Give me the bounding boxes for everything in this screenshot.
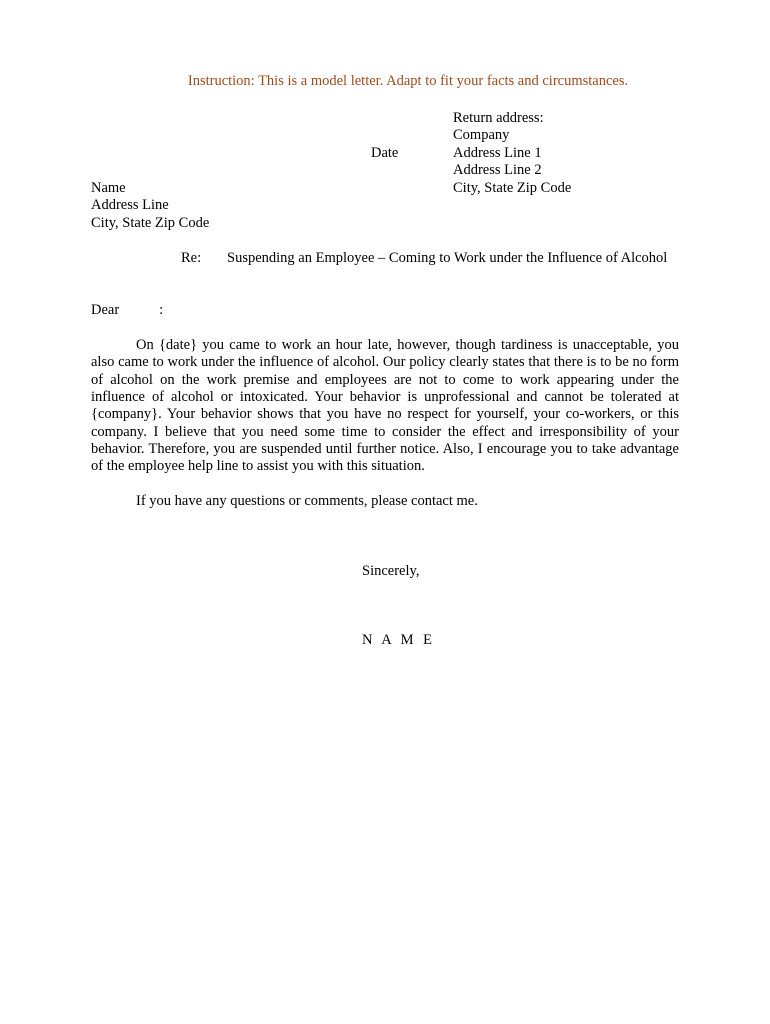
re-subject: Suspending an Employee – Coming to Work under the Influence of Alcohol [227,250,668,266]
signature-name: N A M E [362,632,435,648]
return-address-city-state-zip: City, State Zip Code [453,179,572,196]
instruction-note: Instruction: This is a model letter. Adapt to fit your facts and circumstances. [187,73,629,89]
recipient-address-line: Address Line [91,197,169,214]
letter-date: Date [371,145,399,161]
return-address-line-2: Address Line 2 [453,162,542,179]
salutation-colon: : [159,302,164,318]
return-address-heading: Return address: [453,110,544,126]
return-address-line-1: Address Line 1 [453,144,542,161]
recipient-city-state-zip: City, State Zip Code [91,214,210,231]
recipient-block [91,180,209,232]
return-address-company: Company [453,127,510,144]
closing-paragraph: If you have any questions or comments, please contact me. [136,493,478,509]
salutation-word: Dear [91,302,120,318]
recipient-name: Name [91,180,126,196]
salutation [91,302,163,319]
valediction: Sincerely, [362,563,420,579]
return-address-block [453,110,571,197]
re-label: Re: [181,250,202,266]
body-paragraph: On {date} you came to work an hour late, however, though tardiness is unacceptable, you also came to work under the influence of alcohol. Our policy clearly states that there is to be no form of alcohol on the work premise and employees are not to come to work appearing under the influence of alcohol or intoxicated. Your behavior is unprofessional and cannot be tolerated at {company}. Your behavior shows that you have no respect for yourself, your co-workers, or this company. I believe that you need some time to consider the effect and irresponsibility of your behavior. Therefore, you are suspended until further notice. Also, I encourage you to take advantage of the employee help line to assist you with this situation. [91,337,679,475]
